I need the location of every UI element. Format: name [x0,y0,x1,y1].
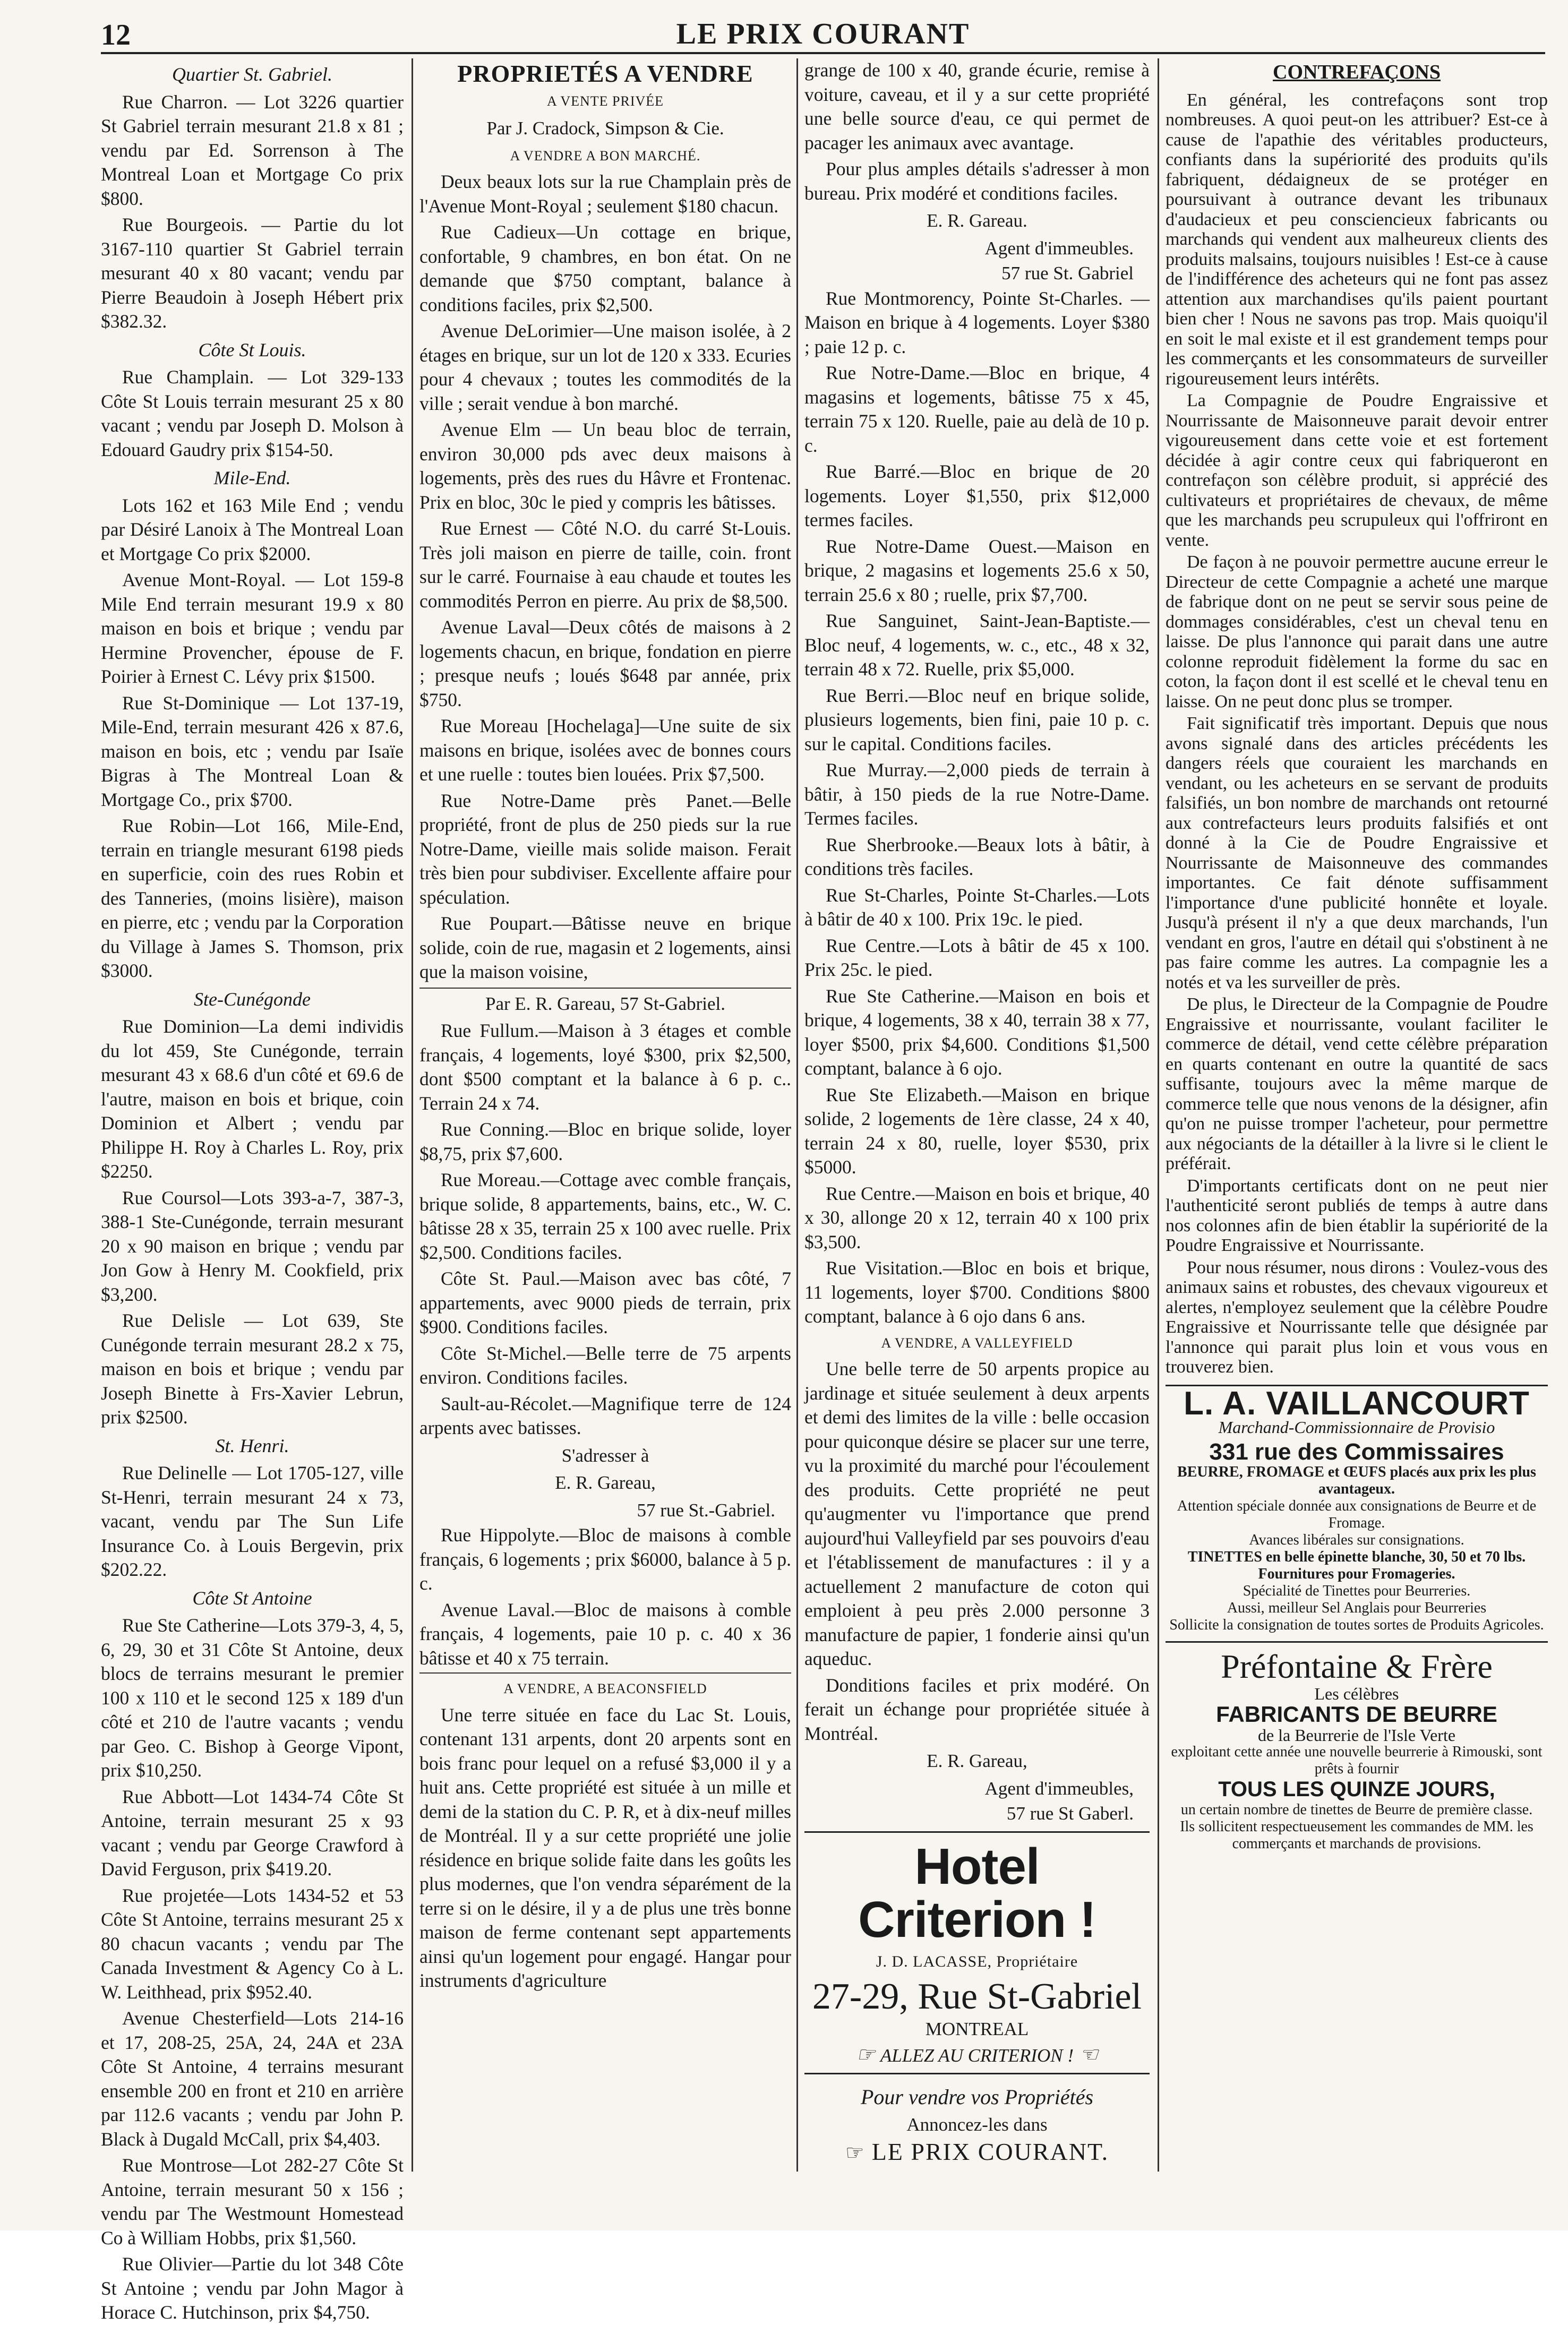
listing: Rue Bourgeois. — Partie du lot 3167-110 quartier St Gabriel terrain mesurant 40 x 80 vacant; vendu par Pierre Beaudoin à Joseph Hébert prix $382.32. [101,214,404,332]
section-heading: Ste-Cunégonde [194,988,311,1010]
listing: Rue Sherbrooke.—Beaux lots à bâtir, à conditions très faciles. [804,834,1150,879]
listing: Avenue Laval—Deux côtés de maisons à 2 logements chacun, en brique, fondation en pierre ; presque neufs ; loués $648 par année, prix $750. [419,616,791,710]
article-paragraph: De façon à ne pouvoir permettre aucune erreur le Directeur de cette Compagnie a acheté une marque de fabrique dont on ne peut se servir sous peine de dommages considérables, c'est un cheval tenu en laisse. De plus l'annonce qui parait dans une autre colonne reproduit fidèlement la forme du sac en coton, la façon dont il est scellé et le cheval tenu en laisse. On ne peut donc plus se tromper. [1166,552,1548,711]
subheading: A VENDRE, A VALLEYFIELD [881,1335,1073,1351]
listing: Rue Cadieux—Un cottage en brique, confortable, 9 chambres, en bon état. On ne demande que $750 comptant, balance à conditions faciles, prix $2,500. [419,221,791,315]
advertiser-address: 331 rue des Commissaires [1209,1438,1504,1465]
listing: Rue Barré.—Bloc en brique de 20 logements. Loyer $1,550, prix $12,000 termes faciles. [804,461,1150,530]
advertiser-role: Marchand-Commissionnaire de Provisio [1218,1418,1495,1437]
subheading: A VENDRE A BON MARCHÉ. [510,148,701,164]
article-paragraph: D'importants certificats dont on ne peut nier l'authenticité seront publiés de temps à autre dans nos colonnes afin de bien établir la supériorité de la Poudre Engraissive et Nourrissante. [1166,1176,1548,1255]
prefontaine-ad [1166,1641,1548,1852]
ad-line: exploitant cette année une nouvelle beurrerie à Rimouski, sont prêts à fournir [1171,1743,1543,1777]
listing: Rue Notre-Dame Ouest.—Maison en brique, 2 magasins et logements 25.6 x 50, terrain 25.6 x 80 ; ruelle, prix $7,700. [804,535,1150,605]
article-paragraph: De plus, le Directeur de la Compagnie de Poudre Engraissive et nourrissante, voulant faciliter le commerce de détail, vend cette célèbre préparation en quarts contenant en outre la quantité de sacs suffisante, toujours avec la même marque de commerce telle que nous venons de la désigner, afin qu'on ne puisse tromper l'acheteur, pour permettre aux négociants de la détailler à la livre si le client le préférait. [1166,994,1548,1173]
address-line: S'adresser à [561,1445,649,1466]
listing: Rue Ste Catherine—Lots 379-3, 4, 5, 6, 29, 30 et 31 Côte St Antoine, deux blocs de terrains mesurant le premier 100 x 110 et le second 125 x 189 d'un côté et 210 de l'autre vacants ; vendu par Geo. C. Bishop à George Vipont, prix $10,250. [101,1615,404,1781]
page-header [101,15,1545,54]
signature-address: 57 rue St. Gabriel [1001,263,1134,284]
signature-title: Agent d'immeubles. [984,237,1134,259]
ad-line: un certain nombre de tinettes de Beurre de première classe. [1180,1801,1533,1818]
listing: Avenue Elm — Un beau bloc de terrain, environ 30,000 pds avec deux maisons à logements, près des rues du Hâvre et Frontenac. Prix en bloc, 30c le pied y compris les bâtisses. [419,419,791,513]
page-number: 12 [101,19,131,52]
ad-line: Sollicite la consignation de toutes sortes de Produits Agricoles. [1169,1617,1544,1633]
listing: Rue Ste Elizabeth.—Maison en brique solide, 2 logements de 1ère classe, 24 x 40, terrain 24 x 80, ruelle, loyer $530, prix $5000. [804,1084,1150,1178]
hotel-address: 27-29, Rue St-Gabriel [812,1976,1142,2017]
listing: Sault-au-Récolet.—Magnifique terre de 124 arpents avec batisses. [419,1393,791,1438]
signature: E. R. Gareau. [927,210,1027,231]
listing: Rue Fullum.—Maison à 3 étages et comble français, 4 logements, loyé $300, prix $2,500, dont $500 comptant et la balance à 6 p. c.. Terrain 24 x 74. [419,1020,791,1114]
ad-heading: TOUS LES QUINZE JOURS, [1218,1777,1495,1801]
ad-line: Ils sollicitent respectueusement les commandes de MM. les commerçants et marchands de provisions. [1180,1818,1533,1852]
listing: Côte St-Michel.—Belle terre de 75 arpents environ. Conditions faciles. [419,1342,791,1388]
ad-line: Avances libérales sur consignations. [1249,1532,1464,1548]
listing: Rue Dominion—La demi individis du lot 459, Ste Cunégonde, terrain mesurant 43 x 68.6 d'un côté et 69.6 de l'autre, maison en bois et brique, coin Dominion et Albert ; vendu par Philippe H. Roy à Charles L. Roy, prix $2250. [101,1016,404,1182]
column-1-sales-listings [101,58,404,2323]
section-heading: Quartier St. Gabriel. [172,64,332,85]
ad-line: Attention spéciale donnée aux consignations de Beurre et de Fromage. [1177,1498,1537,1531]
hotel-name: Hotel Criterion ! [858,1838,1096,1948]
ad-line: de la Beurrerie de l'Isle Verte [1257,1725,1456,1745]
hotel-city: MONTREAL [925,2019,1029,2039]
listing: Rue Abbott—Lot 1434-74 Côte St Antoine, terrain mesurant 25 x 93 vacant ; vendu par George Crawford à David Ferguson, prix $419.20. [101,1786,404,1880]
hotel-criterion-ad [804,1831,1150,2068]
listing: Rue Notre-Dame.—Bloc en brique, 4 magasins et logements, bâtisse 75 x 45, terrain 75 x 120. Ruelle, paie au delà de 10 p. c. [804,362,1150,456]
vaillancourt-ad [1166,1385,1548,1634]
listing: Pour plus amples détails s'adresser à mon bureau. Prix modéré et conditions faciles. [804,158,1150,204]
ad-subline: Annoncez-les dans [906,2114,1048,2135]
listing: Rue Berri.—Bloc neuf en brique solide, plusieurs logements, bien fini, paie 10 p. c. sur le capital. Conditions faciles. [804,684,1150,754]
listing: Rue Coursol—Lots 393-a-7, 387-3, 388-1 Ste-Cunégonde, terrain mesurant 20 x 90 maison en brique ; vendu par Jon Gow à Henry M. Cookfield, prix $3,200. [101,1187,404,1305]
column-rule [1158,58,1159,2172]
listing: Avenue Mont-Royal. — Lot 159-8 Mile End terrain mesurant 19.9 x 80 maison en bois et brique ; vendu par Hermine Provencher, épouse de F. Poirier à Ernest C. Lévy prix $1500. [101,569,404,687]
section-title: PROPRIETÉS A VENDRE [457,60,753,87]
signature-title: Agent d'immeubles, [984,1778,1134,1799]
column-2-properties-for-sale [419,58,791,2214]
listing: Avenue Laval.—Bloc de maisons à comble français, 4 logements, paie 10 p. c. 40 x 36 bâtisse et 40 x 75 terrain. [419,1599,791,1669]
listing: Rue Sanguinet, Saint-Jean-Baptiste.—Bloc neuf, 4 logements, w. c., etc., 48 x 32, terrain 48 x 72. Ruelle, prix $5,000. [804,610,1150,680]
hotel-owner: J. D. LACASSE, Propriétaire [876,1952,1078,1970]
signature: E. R. Gareau, [927,1751,1027,1771]
subheading: A VENTE PRIVÉE [546,93,664,109]
article-paragraph: Pour nous résumer, nous dirons : Voulez-vous des animaux sains et robustes, des chevaux vigoureux et alertes, n'employez seulement que la célèbre Poudre Engraissive et Nourrissante telle que désignée par l'annonce qui parait plus loin et vous vous en trouverez bien. [1166,1257,1548,1377]
slogan-text: ALLEZ AU CRITERION ! [880,2045,1074,2066]
article-paragraph: En général, les contrefaçons sont trop nombreuses. A quoi peut-on les attribuer? Est-ce à cause de l'apathie des véritables producteurs, confiants dans la supériorité des produits qu'ils fabriquent, dédaigneux de se protéger en poursuivant à outrance devant les tribunaux d'audacieux et peu consciencieux fabricants ou marchands qui vendent aux malheureux clients des produits malsains, toujours nuisibles ! Est-ce à cause de l'indifférence des acheteurs qui ne font pas assez attention aux marchandises qu'ils paient pourtant bien cher ! Nous ne savons pas trop. Mais quoiqu'il en soit le mal existe et il est grandement temps pour les commerçants et les consommateurs de surveiller rigoureusement leurs intérêts. [1166,90,1548,389]
listing: Rue Murray.—2,000 pieds de terrain à bâtir, à 150 pieds de la rue Notre-Dame. Termes faciles. [804,759,1150,829]
column-rule [796,58,798,2172]
subheading: A VENDRE, A BEACONSFIELD [419,1672,791,1701]
listing: grange de 100 x 40, grande écurie, remise à voiture, caveau, et il y a sur cette propriété une belle source d'eau, ce qui permet de pacager les animaux avec avantage. [804,59,1150,153]
pointing-hand-icon: ☞ [856,2042,881,2066]
section-heading: Mile-End. [213,467,291,488]
listing: Rue Delisle — Lot 639, Ste Cunégonde terrain mesurant 28.2 x 75, maison en bois et brique ; vendu par Joseph Binette à Frs-Xavier Lebrun, prix $2500. [101,1310,404,1428]
ad-line: TINETTES en belle épinette blanche, 30, 50 et 70 lbs. Fournitures pour Fromageries. [1187,1549,1526,1582]
pointing-hand-icon: ☜ [1073,2042,1098,2066]
section-heading: St. Henri. [215,1435,289,1456]
listing: Rue Montrose—Lot 282-27 Côte St Antoine, terrain mesurant 50 x 156 ; vendu par The Westmount Homestead Co à William Hobbs, prix $1,560. [101,2155,404,2249]
ad-subline: Les célèbres [1314,1684,1399,1703]
ad-line: Spécialité de Tinettes pour Beurreries. [1243,1583,1471,1599]
section-heading: Côte St Louis. [198,339,306,361]
listing: Rue Delinelle — Lot 1705-127, ville St-Henri, terrain mesurant 24 x 73, vacant, vendu par The Sun Life Insurance Co. à Louis Bergevin, prix $202.22. [101,1462,404,1580]
listing: Rue Moreau [Hochelaga]—Une suite de six maisons en brique, isolées avec de bonnes cours et une ruelle : toutes bien louées. Prix $7,500. [419,715,791,785]
listing: Rue projetée—Lots 1434-52 et 53 Côte St Antoine, terrains mesurant 25 x 80 chacun vacants ; vendu par The Canada Investment & Agency Co à L. W. Leithhead, prix $952.40. [101,1884,404,2003]
column-rule [412,58,413,2172]
listing: Une belle terre de 50 arpents propice au jardinage et située seulement à deux arpents et demi des limites de la ville : belle occasion pour quiconque désire se placer sur une terre, vu la proximité du marché pour l'écoulement des produits. Cette propriété ne peut qu'augmenter vu l'importance que prend aujourd'hui Valleyfield par ses pouvoirs d'eau et l'établissement de manufactures : il y a actuellement 2 manufacture de coton qui emploient à peu près 2.000 personne 3 manufacture de papier, 1 fonderie ainsi qu'un aqueduc. [804,1358,1150,1669]
listing: Rue Centre.—Lots à bâtir de 45 x 100. Prix 25c. le pied. [804,934,1150,980]
signature-address: 57 rue St Gaberl. [1006,1803,1134,1824]
column-4-contrefacons [1166,58,1548,2214]
listing: Avenue DeLorimier—Une maison isolée, à 2 étages en brique, sur un lot de 120 x 333. Ecuries pour 4 chevaux ; toutes les commodités de la ville ; serait vendue à bon marché. [419,320,791,414]
agent-line: Par J. Cradock, Simpson & Cie. [486,118,724,139]
advertiser-name: Préfontaine & Frère [1221,1648,1493,1685]
signature-address: 57 rue St.-Gabriel. [637,1499,775,1521]
listing: Deux beaux lots sur la rue Champlain près de l'Avenue Mont-Royal ; seulement $180 chacun. [419,171,791,217]
column-3-listings-continued [804,58,1150,2214]
masthead-title: LE PRIX COURANT [676,18,970,50]
listing: Rue Champlain. — Lot 329-133 Côte St Louis terrain mesurant 25 x 80 vacant ; vendu par Joseph D. Molson à Edouard Gaudry prix $154-50. [101,366,404,460]
listing: Lots 162 et 163 Mile End ; vendu par Désiré Lanoix à The Montreal Loan et Mortgage Co prix $2000. [101,494,404,564]
listing: Rue Conning.—Bloc en brique solide, loyer $8,75, prix $7,600. [419,1119,791,1164]
listing: Rue St-Charles, Pointe St-Charles.—Lots à bâtir de 40 x 100. Prix 19c. le pied. [804,884,1150,930]
ad-publication [804,2140,1150,2165]
article-paragraph: La Compagnie de Poudre Engraissive et Nourrissante de Maisonneuve parait devoir entrer vigoureusement dans cette voie et est fortement décidée à agir contre ceux qui fabriqueront en contrefaçon son célèbre produit, si apprécié des cultivateurs et propriétaires de chevaux, de même que les marchands peu scrupuleux qui l'offriront en vente. [1166,391,1548,550]
listing: Rue Notre-Dame près Panet.—Belle propriété, front de plus de 250 pieds sur la rue Notre-Dame, vieille mais solide maison. Ferait très bien pour subdiviser. Excellente affaire pour spéculation. [419,790,791,908]
publication-name: LE PRIX COURANT. [871,2138,1109,2165]
listing: Rue Olivier—Partie du lot 348 Côte St Antoine ; vendu par John Magor à Horace C. Hutchinson, prix $4,750. [101,2253,404,2323]
listing: Rue Poupart.—Bâtisse neuve en brique solide, coin de rue, magasin et 2 logements, ainsi que la maison voisine, [419,913,791,982]
listing: Rue St-Dominique — Lot 137-19, Mile-End, terrain mesurant 426 x 87.6, maison en bois, etc ; vendu par Isaïe Bigras à The Montreal Loan & Mortgage Co., prix $700. [101,692,404,810]
listing: Avenue Chesterfield—Lots 214-16 et 17, 208-25, 25A, 24, 24A et 23A Côte St Antoine, 4 terrains mesurant ensemble 200 en front et 210 en arrière par 112.6 vacants ; vendu par John P. Black à Dugald McCall, prix $4,403. [101,2007,404,2150]
listing: Donditions faciles et prix modéré. On ferait un échange pour propriétée située à Montréal. [804,1674,1150,1744]
prix-courant-ad [804,2073,1150,2165]
listing: Côte St. Paul.—Maison avec bas côté, 7 appartements, avec 9000 pieds de terrain, prix $900. Conditions faciles. [419,1268,791,1337]
ad-headline: Pour vendre vos Propriétés [860,2085,1094,2109]
agent-line: Par E. R. Gareau, 57 St-Gabriel. [419,988,791,1016]
article-paragraph: Fait significatif très important. Depuis que nous avons signalé dans des articles précédents les dangers réels que couraient les marchands en vendant, ou les acheteurs en se servant de produits falsifiés, un bon nombre de marchands ont retourné aux contrefacteurs leurs produits falsifiés et ont donné à la Cie de Poudre Engraissive et Nourrissante de Maisonneuve des commandes importantes. Ce fait dénote suffisamment l'importance d'une publicité honnête et loyale. Jusqu'à présent il n'y a que deux marchands, l'un vendant en gros, l'autre en détail qui s'obstinent à ne pas faire comme les autres. La compagnie les a notés et va les surveiller de près. [1166,714,1548,992]
article-title: CONTREFAÇONS [1273,61,1441,83]
listing: Rue Robin—Lot 166, Mile-End, terrain en triangle mesurant 6198 pieds en superficie, coin des rues Robin et des Tanneries, (moins lisière), maison en pierre, etc ; vendu par la Corporation du Village à James S. Thomson, prix $3000. [101,815,404,981]
ad-line: Aussi, meilleur Sel Anglais pour Beurreries [1227,1600,1487,1616]
ad-line: BEURRE, FROMAGE et ŒUFS placés aux prix les plus avantageux. [1177,1464,1536,1497]
pointing-hand-icon: ☞ [845,2141,872,2165]
listing: Rue Charron. — Lot 3226 quartier St Gabriel terrain mesurant 21.8 x 81 ; vendu par Ed. Sorrenson à The Montreal Loan et Mortgage Co prix $800. [101,91,404,209]
listing: Rue Centre.—Maison en bois et brique, 40 x 30, allonge 20 x 12, terrain 40 x 100 prix $3,500. [804,1182,1150,1252]
ad-heading: FABRICANTS DE BEURRE [1216,1702,1497,1727]
section-heading: Côte St Antoine [192,1587,312,1609]
listing: Rue Hippolyte.—Bloc de maisons à comble français, 6 logements ; prix $6000, balance à 5 p. c. [419,1524,791,1594]
signature: E. R. Gareau, [555,1472,656,1493]
listing: Rue Ernest — Côté N.O. du carré St-Louis. Très joli maison en pierre de taille, coin. front sur le carré. Fournaise à eau chaude et toutes les commodités Perron en pierre. Au prix de $8,500. [419,518,791,612]
advertiser-name: L. A. VAILLANCOURT [1184,1385,1530,1422]
listing: Une terre située en face du Lac St. Louis, contenant 131 arpents, dont 20 arpents sont en bois franc pour lequel on a refusé $3,000 il y a huit ans. Cette propriété est située à un mille et demi de la station du C. P. R, et à dix-neuf milles de Montréal. Il y a sur cette propriété une jolie résidence en brique solide faite dans les goûts les plus modernes, que l'on vendra séparément de la terre si on le désire, il y a de plus une très bonne maison de ferme contenant sept appartements ainsi qu'un logement pour engagé. Hangar pour instruments d'agriculture [419,1704,791,1991]
listing: Rue Montmorency, Pointe St-Charles. —Maison en brique à 4 logements. Loyer $380 ; paie 12 p. c. [804,287,1150,357]
hotel-slogan [804,2043,1150,2068]
listing: Rue Moreau.—Cottage avec comble français, brique solide, 8 appartements, bains, etc., W. C. bâtisse 28 x 35, terrain 25 x 100 avec ruelle. Prix $2,500. Conditions faciles. [419,1169,791,1263]
listing: Rue Visitation.—Bloc en bois et brique, 11 logements, loyer $700. Conditions $800 comptant, balance à 6 ojo dans 6 ans. [804,1257,1150,1327]
listing: Rue Ste Catherine.—Maison en bois et brique, 4 logements, 38 x 40, terrain 38 x 77, loyer $500, prix $4,600. Conditions $1,500 comptant, balance à 6 ojo. [804,985,1150,1079]
